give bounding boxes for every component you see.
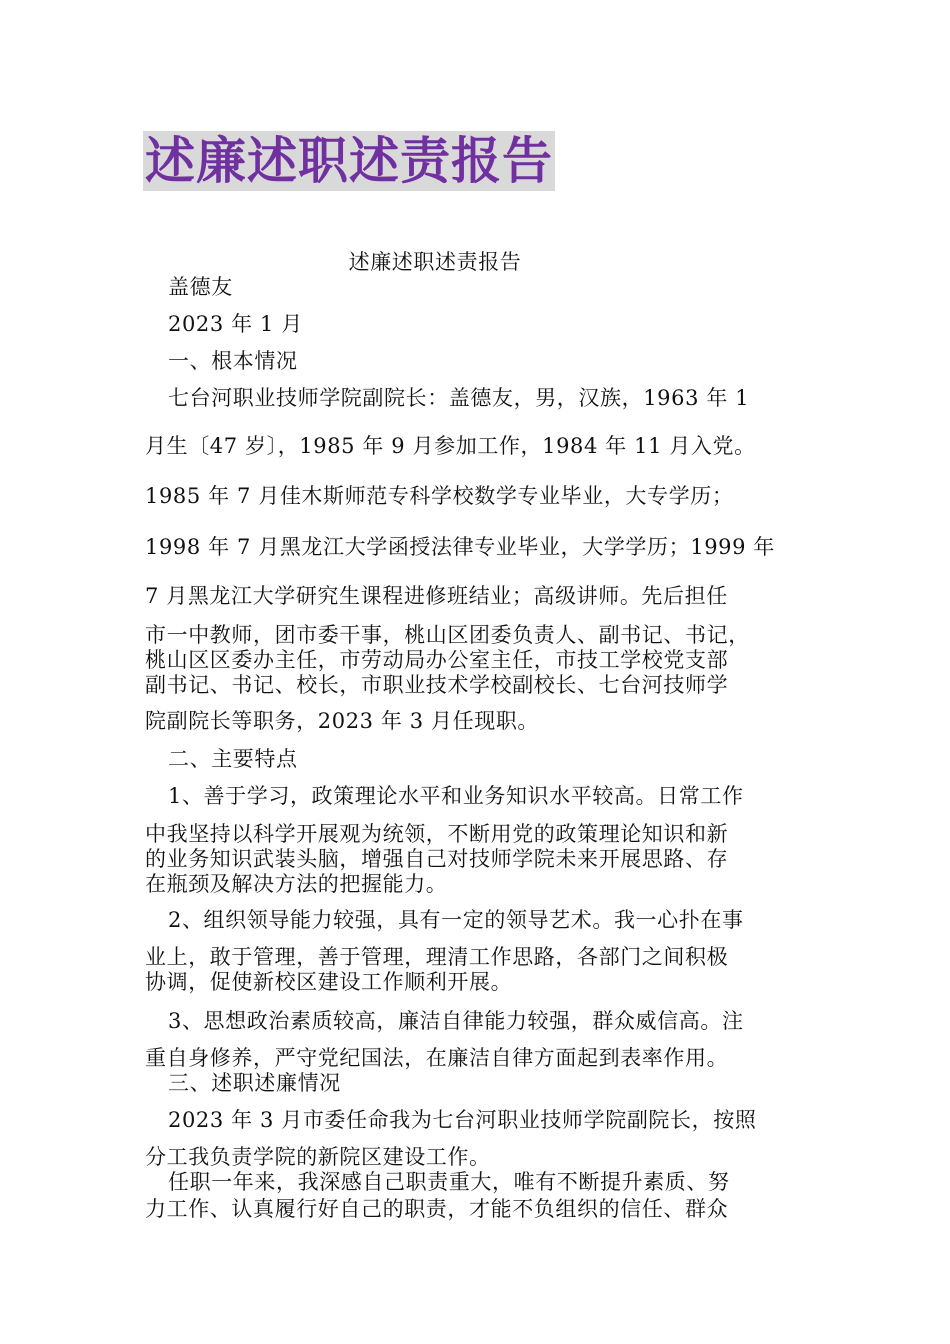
body-line: 重自身修养，严守党纪国法，在廉洁自律方面起到表率作用。 [145, 1046, 729, 1070]
body-line: 业上，敢于管理，善于管理，理清工作思路，各部门之间积极 [145, 945, 729, 969]
body-line: 2023 年 3 月市委任命我为七台河职业技师学院副院长，按照 [168, 1108, 757, 1132]
body-line: 分工我负责学院的新院区建设工作。 [145, 1145, 491, 1169]
body-line: 桃山区区委办主任，市劳动局办公室主任，市技工学校党支部 [145, 648, 729, 672]
body-line: 副书记、书记、校长，市职业技术学校副校长、七台河技师学 [145, 673, 729, 697]
body-line: 三、述职述廉情况 [168, 1071, 341, 1095]
body-line: 1985 年 7 月佳木斯师范专科学校数学专业毕业，大专学历； [145, 484, 734, 508]
body-line: 1998 年 7 月黑龙江大学函授法律专业毕业，大学学历；1999 年 [145, 535, 775, 559]
body-line: 一、根本情况 [168, 349, 298, 373]
body-line: 中我坚持以科学开展观为统领，不断用党的政策理论知识和新 [145, 822, 729, 846]
body-line: 的业务知识武装头脑，增强自己对技师学院未来开展思路、存 [145, 847, 729, 871]
body-line: 院副院长等职务，2023 年 3 月任现职。 [145, 709, 540, 733]
body-line: 七台河职业技师学院副院长：盖德友，男，汉族，1963 年 1 [168, 386, 750, 410]
body-line: 市一中教师，团市委干事，桃山区团委负责人、副书记、书记， [145, 623, 750, 647]
body-line: 二、主要特点 [168, 747, 298, 771]
banner-title: 述廉述职述责报告 [145, 132, 553, 190]
body-line: 任职一年来，我深感自己职责重大，唯有不断提升素质、努 [168, 1170, 730, 1194]
document-subtitle: 述廉述职述责报告 [348, 250, 522, 274]
body-line: 协调，促使新校区建设工作顺利开展。 [145, 970, 513, 994]
body-line: 7 月黑龙江大学研究生课程进修班结业；高级讲师。先后担任 [145, 584, 728, 608]
body-line: 力工作、认真履行好自己的职责，才能不负组织的信任、群众 [145, 1197, 729, 1221]
body-line: 3、思想政治素质较高，廉洁自律能力较强，群众威信高。注 [168, 1009, 744, 1033]
body-line: 月生〔47 岁〕，1985 年 9 月参加工作，1984 年 11 月入党。 [145, 434, 756, 458]
body-line: 在瓶颈及解决方法的把握能力。 [145, 872, 448, 896]
date-line: 2023 年 1 月 [168, 312, 303, 336]
author-line: 盖德友 [168, 275, 233, 299]
body-line: 2、组织领导能力较强，具有一定的领导艺术。我一心扑在事 [168, 908, 744, 932]
body-line: 1、善于学习，政策理论水平和业务知识水平较高。日常工作 [168, 784, 744, 808]
